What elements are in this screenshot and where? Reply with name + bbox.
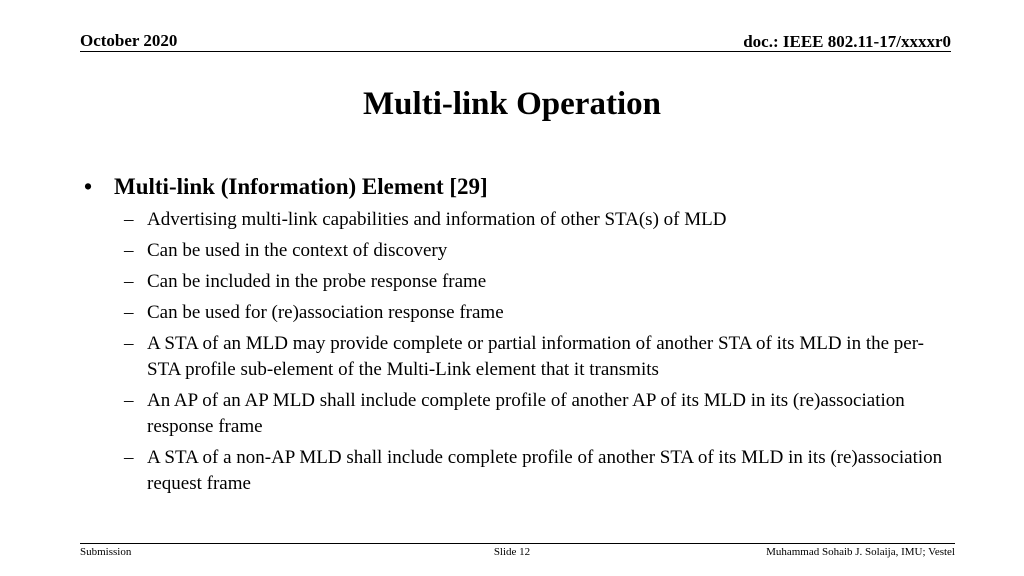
sub-bullet-list xyxy=(84,207,954,497)
dash-marker: – xyxy=(124,390,134,411)
dash-marker: – xyxy=(124,302,134,323)
sub-bullet-item xyxy=(84,269,954,295)
slide-title: Multi-link Operation xyxy=(363,86,661,122)
sub-bullet-item xyxy=(84,445,954,497)
dash-marker: – xyxy=(124,447,134,468)
sub-bullet-text: Can be used for (re)association response frame xyxy=(147,302,504,323)
header-doc-id: doc.: IEEE 802.11-17/xxxxr0 xyxy=(743,32,951,51)
slide-body xyxy=(84,171,954,497)
bullet-dot: • xyxy=(84,174,93,199)
dash-marker: – xyxy=(124,333,134,354)
header-date: October 2020 xyxy=(80,31,178,50)
header-rule xyxy=(80,51,951,52)
sub-bullet-item xyxy=(84,331,954,383)
bullet-text: Multi-link (Information) Element [29] xyxy=(114,174,488,199)
sub-bullet-text: Can be used in the context of discovery xyxy=(147,240,448,261)
sub-bullet-item xyxy=(84,388,954,440)
footer-author: Muhammad Sohaib J. Solaija, IMU; Vestel xyxy=(766,546,955,558)
sub-bullet-item xyxy=(84,207,954,233)
dash-marker: – xyxy=(124,271,134,292)
sub-bullet-text: A STA of an MLD may provide complete or partial information of another STA of its MLD in the per-STA profile sub-element of the Multi-Link element that it transmits xyxy=(147,333,924,380)
sub-bullet-text: A STA of a non-AP MLD shall include complete profile of another STA of its MLD in its (re)association request frame xyxy=(147,447,943,494)
footer-left: Submission xyxy=(80,546,132,558)
sub-bullet-item xyxy=(84,238,954,264)
slide-number: Slide 12 xyxy=(493,546,531,558)
dash-marker: – xyxy=(124,240,134,261)
sub-bullet-text: An AP of an AP MLD shall include complete profile of another AP of its MLD in its (re)association response frame xyxy=(147,390,905,437)
sub-bullet-text: Advertising multi-link capabilities and information of other STA(s) of MLD xyxy=(147,209,727,230)
footer-rule xyxy=(80,543,955,544)
dash-marker: – xyxy=(124,209,134,230)
sub-bullet-text: Can be included in the probe response frame xyxy=(147,271,487,292)
bullet-item xyxy=(84,171,954,203)
sub-bullet-item xyxy=(84,300,954,326)
